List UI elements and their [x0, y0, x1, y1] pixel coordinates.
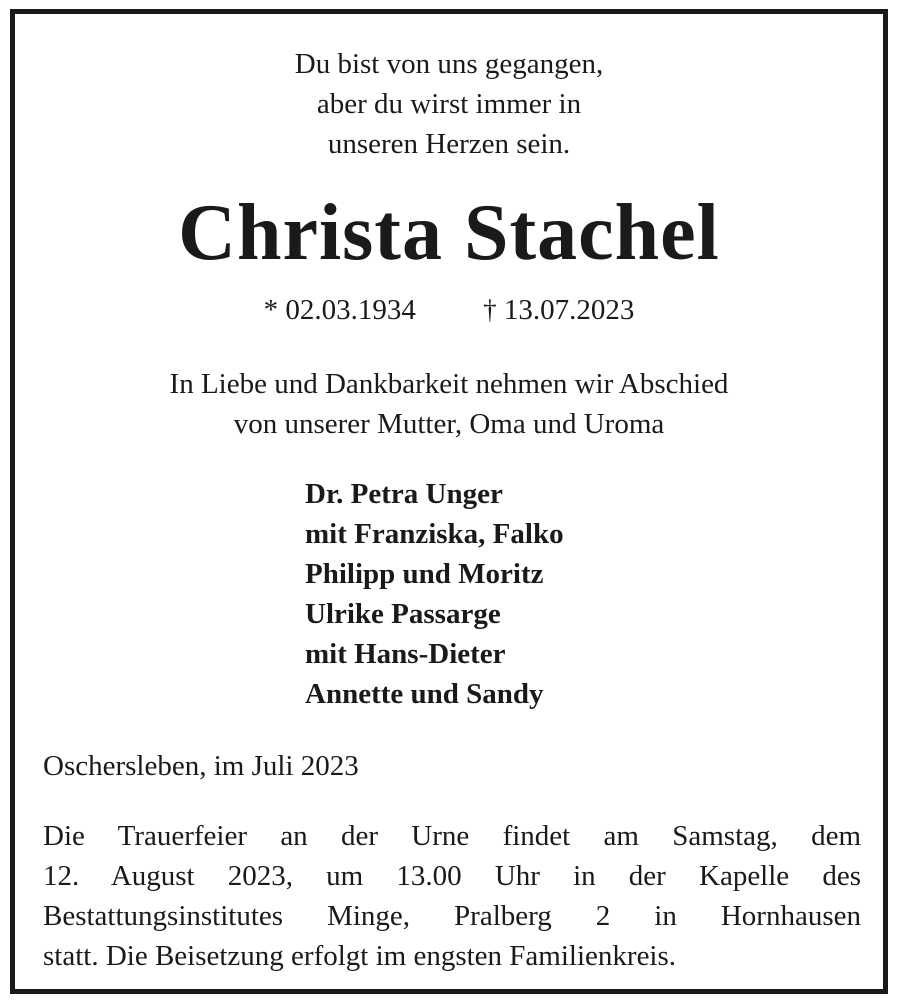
- cross-icon: †: [483, 295, 497, 325]
- birth-date: * 02.03.1934: [263, 294, 416, 326]
- death-date: 13.07.2023: [503, 294, 635, 326]
- mourners-list: [305, 474, 564, 714]
- farewell-line: von unserer Mutter, Oma und Uroma: [233, 408, 665, 440]
- service-line: 12. August 2023, um 13.00 Uhr in der Kapelle des: [43, 860, 861, 892]
- motto-line: Du bist von uns gegangen,: [294, 48, 604, 80]
- mourner-line: Dr. Petra Unger: [305, 478, 503, 510]
- farewell-line: In Liebe und Dankbarkeit nehmen wir Abschied: [169, 368, 729, 400]
- motto-line: aber du wirst immer in: [316, 88, 582, 120]
- service-line: Die Trauerfeier an der Urne findet am Samstag, dem: [43, 820, 861, 852]
- mourner-line: mit Franziska, Falko: [305, 518, 564, 550]
- life-dates: [15, 290, 883, 330]
- mourner-line: Annette und Sandy: [305, 678, 544, 710]
- service-line: Bestattungsinstitutes Minge, Pralberg 2 in Hornhausen: [43, 900, 861, 932]
- motto-verse: [15, 44, 883, 164]
- place-and-date: Oschersleben, im Juli 2023: [43, 750, 359, 782]
- mourner-line: Philipp und Moritz: [305, 558, 544, 590]
- mourner-line: Ulrike Passarge: [305, 598, 501, 630]
- obituary-frame: [10, 9, 888, 994]
- motto-line: unseren Herzen sein.: [327, 128, 571, 160]
- deceased-name: Christa Stachel: [178, 189, 720, 277]
- death-date-group: [483, 294, 634, 326]
- farewell-text: [15, 364, 883, 444]
- service-line: statt. Die Beisetzung erfolgt im engsten Familienkreis.: [43, 940, 677, 972]
- mourner-line: mit Hans-Dieter: [305, 638, 506, 670]
- service-notice: [43, 816, 861, 976]
